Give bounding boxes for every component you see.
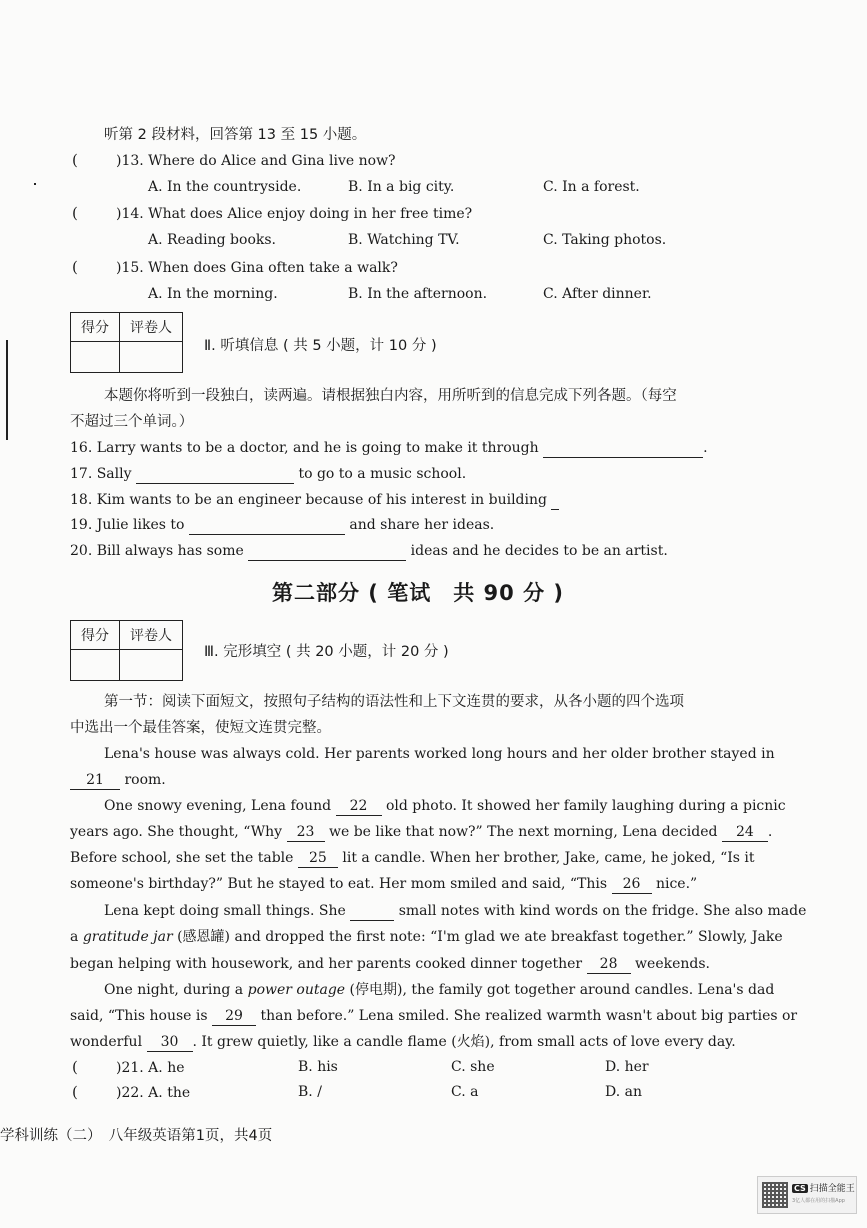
cloze-blank-22[interactable]: 22: [336, 797, 382, 816]
section3-instruction: 中选出一个最佳答案，使短文连贯完整。: [70, 720, 331, 736]
score-cell[interactable]: [71, 342, 120, 373]
binding-mark: [34, 183, 36, 185]
q15-option-a: A. In the morning.: [148, 286, 278, 302]
answer-paren: (: [72, 1083, 78, 1101]
grader-label: 评卷人: [120, 313, 183, 342]
q13-option-c: C. In a forest.: [543, 179, 640, 195]
term-power-outage: power outage: [247, 982, 346, 998]
answer-paren: (: [72, 151, 78, 169]
q14-option-a: A. Reading books.: [148, 232, 276, 248]
question-13: )13. Where do Alice and Gina live now?: [116, 153, 396, 169]
q22-option-d: D. an: [605, 1084, 642, 1100]
q22-option-c: C. a: [451, 1084, 479, 1100]
answer-blank-20[interactable]: [248, 542, 406, 561]
passage-line: said, “This house is 29 than before.” Lena smiled. She realized warmth wasn't about big parties or: [70, 1008, 798, 1024]
cloze-blank-26[interactable]: 26: [612, 875, 652, 894]
score-box-section3: [70, 620, 183, 681]
q21-option-b: B. his: [298, 1059, 338, 1075]
fill-item-17: 17. Sally to go to a music school.: [70, 466, 467, 482]
section3-title: Ⅲ. 完形填空 ( 共 20 小题，计 20 分 ): [204, 644, 449, 660]
passage-line: Lena kept doing small things. She small notes with kind words on the fridge. She also made: [104, 903, 807, 919]
term-gratitude-jar: gratitude jar: [82, 929, 173, 945]
passage-line: years ago. She thought, “Why 23 we be like that now?” The next morning, Lena decided 24 .: [70, 824, 773, 840]
answer-paren: (: [72, 1058, 78, 1076]
passage-line: a gratitude jar (感恩罐) and dropped the first note: “I'm glad we ate breakfast together.” Slowly, Jake: [70, 929, 783, 945]
score-box-section2: [70, 312, 183, 373]
q22-option-b: B. /: [298, 1084, 322, 1100]
q21-option-d: D. her: [605, 1059, 649, 1075]
binding-mark: [6, 340, 8, 440]
question-22: )22. A. the: [116, 1085, 191, 1101]
q21-option-c: C. she: [451, 1059, 495, 1075]
answer-blank-18[interactable]: [551, 491, 559, 510]
cloze-blank-30[interactable]: 30: [147, 1033, 193, 1052]
cloze-blank-29[interactable]: 29: [212, 1007, 256, 1026]
answer-blank-17[interactable]: [136, 465, 294, 484]
page-footer: 学科训练（二） 八年级英语第1页，共4页: [0, 1128, 273, 1144]
section2-instruction: 本题你将听到一段独白，读两遍。请根据独白内容，用所听到的信息完成下列各题。（每空: [104, 388, 677, 404]
question-21: )21. A. he: [116, 1060, 185, 1076]
cloze-blank-25[interactable]: 25: [298, 849, 338, 868]
cloze-blank-21[interactable]: 21: [70, 771, 120, 790]
qr-code-icon: [762, 1182, 788, 1208]
passage-line: someone's birthday?” But he stayed to eat. Her mom smiled and said, “This 26 nice.”: [70, 876, 698, 892]
cloze-blank-28[interactable]: 28: [587, 955, 631, 974]
passage-line: Lena's house was always cold. Her parents worked long hours and her older brother stayed in: [104, 746, 775, 762]
scanner-logo: CS 扫描全能王 3亿人都在用的扫描App: [792, 1184, 855, 1204]
passage-line: 21 room.: [70, 771, 166, 790]
q14-option-c: C. Taking photos.: [543, 232, 667, 248]
listening-part2-intro: 听第 2 段材料，回答第 13 至 15 小题。: [104, 127, 367, 143]
cloze-blank-27[interactable]: [350, 902, 394, 921]
score-label: 得分: [71, 313, 120, 342]
section2-title: Ⅱ. 听填信息 ( 共 5 小题，计 10 分 ): [204, 338, 437, 354]
answer-blank-16[interactable]: [543, 439, 703, 458]
grader-label: 评卷人: [120, 621, 183, 650]
cloze-blank-24[interactable]: 24: [722, 823, 768, 842]
part2-title: 第二部分 ( 笔试 共 90 分 ): [272, 581, 564, 605]
answer-paren: (: [72, 258, 78, 276]
grader-cell[interactable]: [120, 342, 183, 373]
fill-item-20: 20. Bill always has some ideas and he decides to be an artist.: [70, 543, 668, 559]
q13-option-b: B. In a big city.: [348, 179, 455, 195]
scanner-watermark: [757, 1176, 857, 1214]
score-cell[interactable]: [71, 650, 120, 681]
fill-item-16: 16. Larry wants to be a doctor, and he is going to make it through .: [70, 440, 708, 456]
q15-option-c: C. After dinner.: [543, 286, 652, 302]
answer-paren: (: [72, 204, 78, 222]
fill-item-19: 19. Julie likes to and share her ideas.: [70, 517, 495, 533]
grader-cell[interactable]: [120, 650, 183, 681]
q13-option-a: A. In the countryside.: [148, 179, 302, 195]
question-14: )14. What does Alice enjoy doing in her free time?: [116, 206, 473, 222]
section2-instruction: 不超过三个单词。）: [70, 414, 194, 430]
q14-option-b: B. Watching TV.: [348, 232, 460, 248]
q15-option-b: B. In the afternoon.: [348, 286, 488, 302]
passage-line: wonderful 30 . It grew quietly, like a candle flame (火焰), from small acts of love every day.: [70, 1034, 736, 1050]
question-15: )15. When does Gina often take a walk?: [116, 260, 398, 276]
section3-instruction: 第一节：阅读下面短文，按照句子结构的语法性和上下文连贯的要求，从各小题的四个选项: [104, 694, 684, 710]
passage-line: One snowy evening, Lena found 22 old photo. It showed her family laughing during a picnic: [104, 798, 786, 814]
fill-item-18: 18. Kim wants to be an engineer because of his interest in building: [70, 491, 559, 510]
cloze-blank-23[interactable]: 23: [287, 823, 325, 842]
score-label: 得分: [71, 621, 120, 650]
answer-blank-19[interactable]: [189, 516, 345, 535]
passage-line: One night, during a power outage (停电期), the family got together around candles. Lena's dad: [104, 982, 775, 998]
passage-line: Before school, she set the table 25 lit a candle. When her brother, Jake, came, he joked, “Is it: [70, 850, 755, 866]
passage-line: began helping with housework, and her parents cooked dinner together 28 weekends.: [70, 956, 710, 972]
